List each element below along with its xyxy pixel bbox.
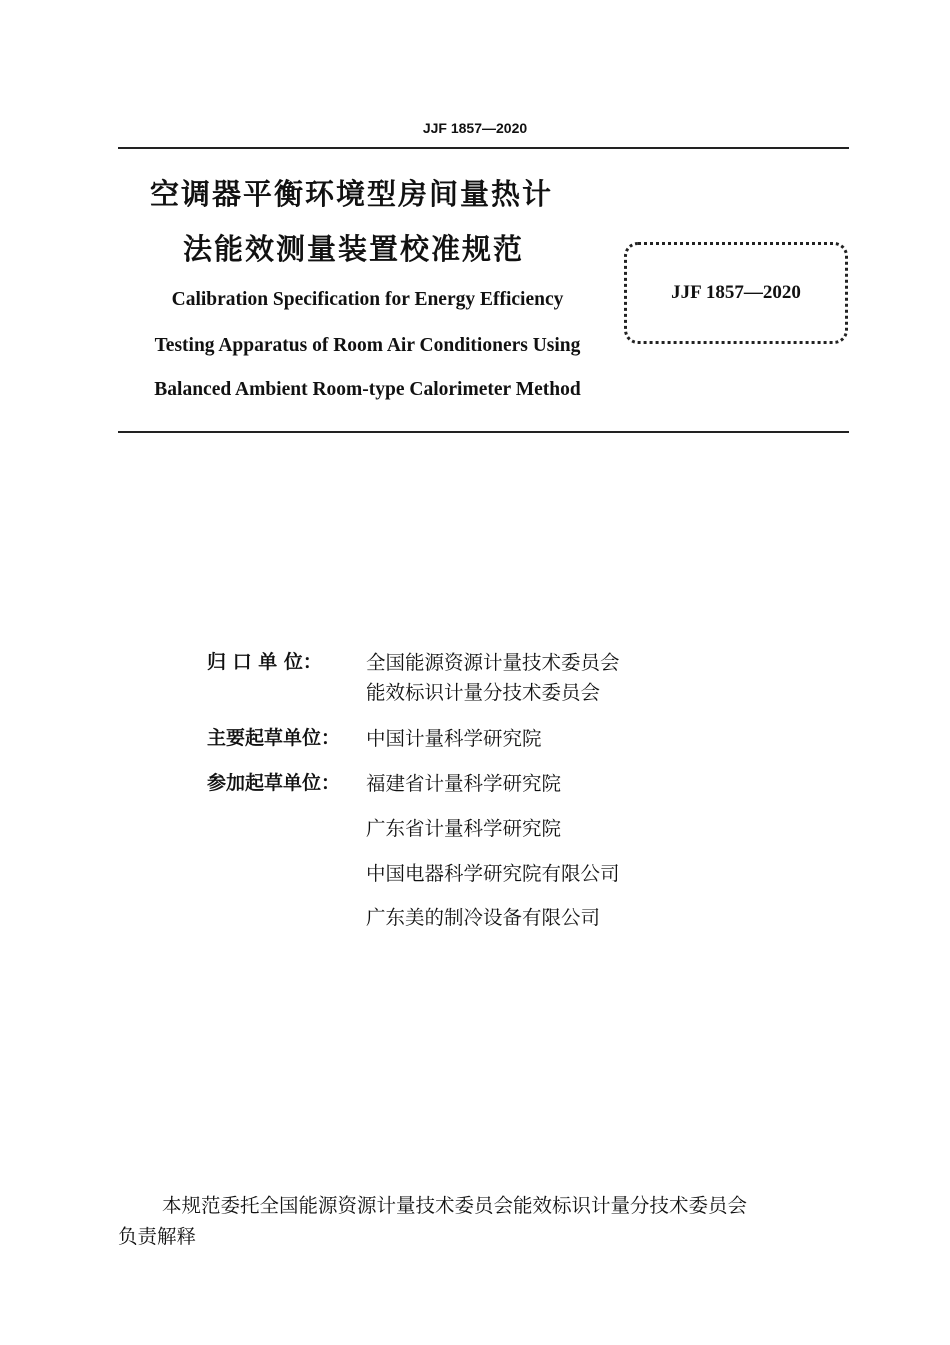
responsible-unit: 能效标识计量分技术委员会 xyxy=(366,681,601,704)
responsible-label: 归 口 单 位： xyxy=(207,651,322,673)
title-en-line2: Testing Apparatus of Room Air Conditioners Using xyxy=(154,335,581,356)
code-box: JJF 1857—2020 xyxy=(624,242,848,344)
participating-unit: 福建省计量科学研究院 xyxy=(366,772,562,795)
participating-label: 参加起草单位： xyxy=(207,772,341,794)
main-drafter: 中国计量科学研究院 xyxy=(366,727,542,750)
footer-line2: 负责解释 xyxy=(118,1225,197,1248)
title-cn-line1: 空调器平衡环境型房间量热计 xyxy=(150,177,554,211)
footer-line1: 本规范委托全国能源资源计量技术委员会能效标识计量分技术委员会 xyxy=(162,1194,748,1217)
bottom-rule xyxy=(118,431,849,433)
title-cn-line2: 法能效测量装置校准规范 xyxy=(183,232,525,266)
main-drafter-label: 主要起草单位： xyxy=(207,727,341,749)
title-en-line1: Calibration Specification for Energy Efficiency xyxy=(171,289,564,310)
participating-unit: 中国电器科学研究院有限公司 xyxy=(366,862,620,885)
title-en-line3: Balanced Ambient Room-type Calorimeter Method xyxy=(154,379,581,400)
header-code: JJF 1857—2020 xyxy=(422,120,528,136)
participating-unit: 广东省计量科学研究院 xyxy=(366,817,562,840)
participating-unit: 广东美的制冷设备有限公司 xyxy=(366,906,601,929)
top-rule xyxy=(118,147,849,149)
responsible-unit: 全国能源资源计量技术委员会 xyxy=(366,651,620,674)
